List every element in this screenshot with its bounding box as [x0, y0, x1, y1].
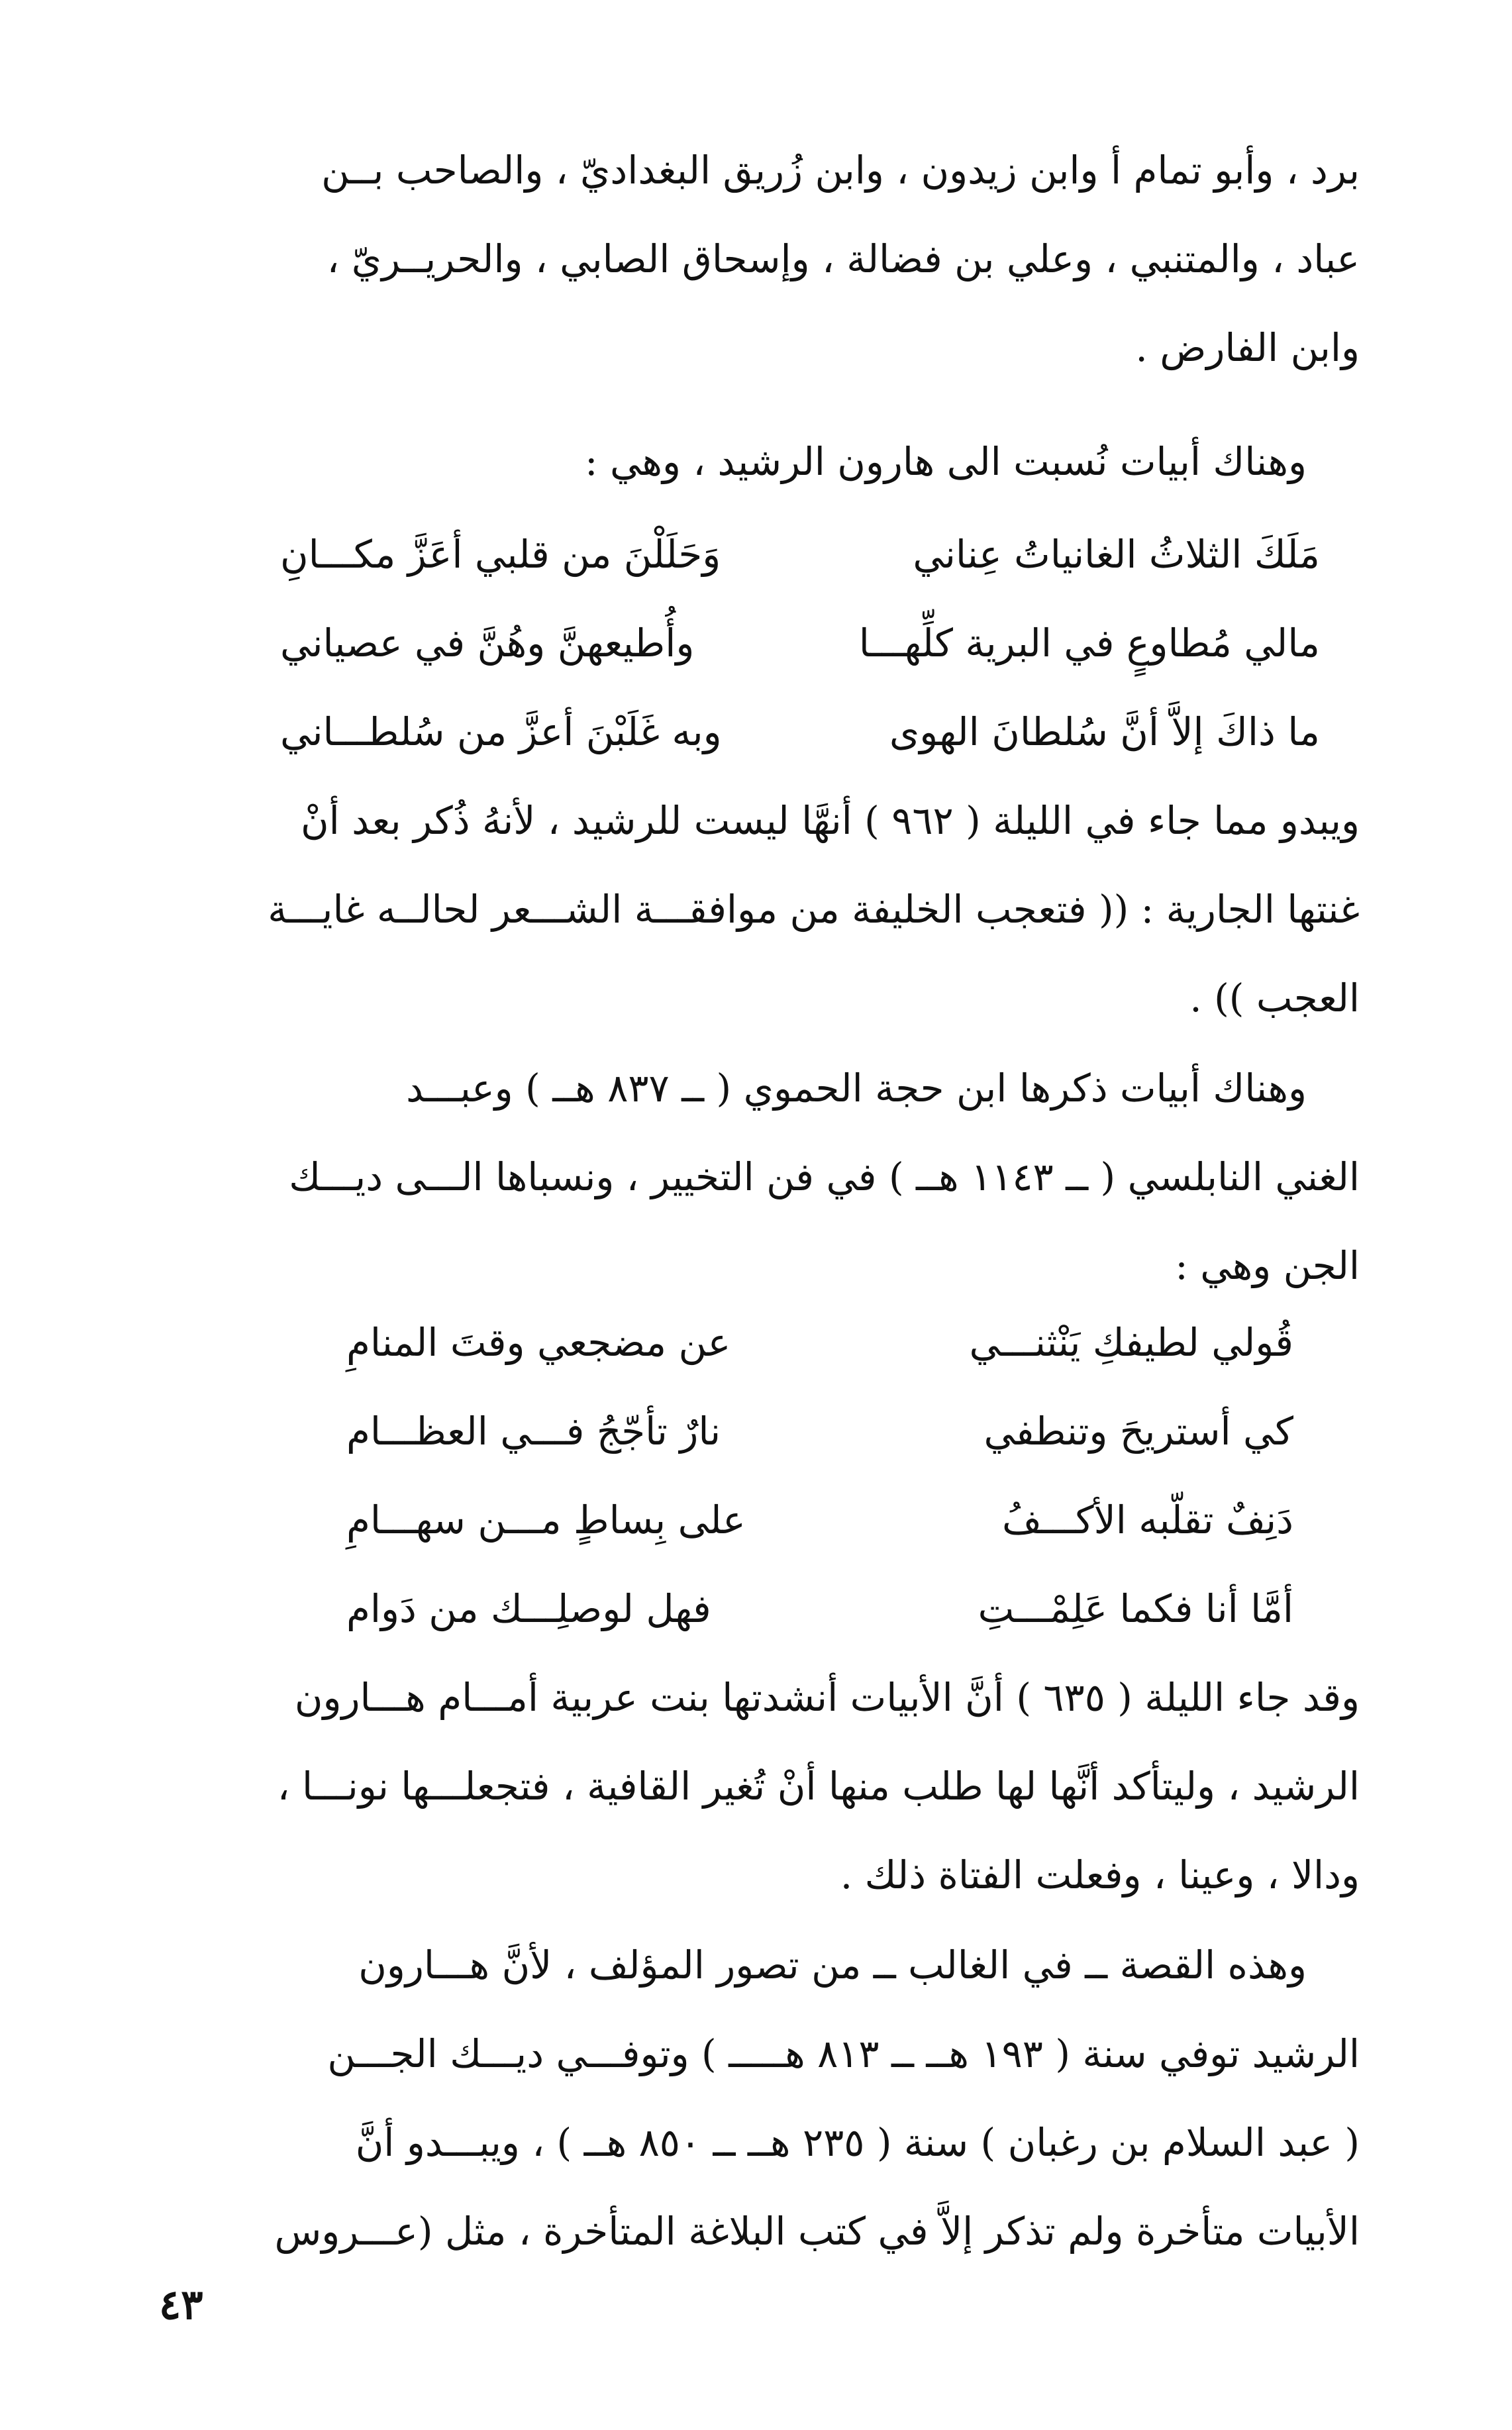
verse-second-hemistich: عن مضجعي وقتَ المنامِ — [346, 1320, 731, 1365]
verse-first-hemistich: مَلَكَ الثلاثُ الغانياتُ عِناني — [913, 532, 1320, 577]
paragraph-story-origin — [154, 1921, 1360, 2276]
poem1-verse-3 — [280, 687, 1320, 776]
verse-second-hemistich: فهل لوصلِـــك من دَوام — [346, 1586, 711, 1631]
text-line: ويبدو مما جاء في الليلة ( ٩٦٢ ) أنهَّا ليست للرشيد ، لأنهُ ذُكر بعد أنْ — [300, 798, 1360, 843]
poem2-verse-4 — [346, 1564, 1293, 1653]
verse-first-hemistich: قُولي لطيفكِ يَنْثنـــي — [969, 1320, 1293, 1365]
poem2-verse-2 — [346, 1387, 1293, 1476]
text-line: الجن وهي : — [1175, 1243, 1360, 1288]
paragraph-poets-list — [154, 126, 1360, 392]
paragraph-night-962 — [154, 776, 1360, 1042]
text-line: وقد جاء الليلة ( ٦٣٥ ) أنَّ الأبيات أنشدتها بنت عربية أمـــام هـــارون — [294, 1675, 1360, 1720]
text-line: الرشيد ، وليتأكد أنَّها لها طلب منها أنْ تُغير القافية ، فتجعلـــها نونـــا ، — [277, 1764, 1360, 1809]
verse-second-hemistich: على بِساطٍ مـــن سهـــامِ — [346, 1497, 746, 1543]
verse-second-hemistich: وبه غَلَبْنَ أعزَّ من سُلطـــاني — [280, 709, 722, 754]
text-line: الأبيات متأخرة ولم تذكر إلاَّ في كتب البلاغة المتأخرة ، مثل (عـــروس — [274, 2209, 1360, 2254]
text-line: العجب )) . — [1189, 976, 1360, 1021]
paragraph-night-635 — [154, 1653, 1360, 1919]
text-line: الرشيد توفي سنة ( ١٩٣ هــ ــ ٨١٣ هـــــ ) وتوفـــي ديـــك الجـــن — [327, 2031, 1360, 2076]
text-line: ودالا ، وعينا ، وفعلت الفتاة ذلك . — [840, 1852, 1360, 1898]
verse-second-hemistich: وَحَلَلْنَ من قلبي أعَزَّ مكـــانِ — [280, 532, 721, 577]
text-line: عباد ، والمتنبي ، وعلي بن فضالة ، وإسحاق الصابي ، والحريــريّ ، — [327, 236, 1360, 281]
poem1-verse-1 — [280, 510, 1320, 599]
text-line: وهذه القصة ــ في الغالب ــ من تصور المؤلف ، لأنَّ هـــارون — [358, 1943, 1307, 1988]
text-line: وهناك أبيات ذكرها ابن حجة الحموي ( ــ ٨٣٧ هــ ) وعبـــد — [406, 1066, 1307, 1111]
text-line: وابن الفارض . — [1135, 325, 1360, 370]
verse-first-hemistich: أمَّا أنا فكما عَلِمْـــتِ — [978, 1586, 1293, 1631]
poem2-verse-1 — [346, 1298, 1293, 1387]
text-line: برد ، وأبو تمام أ وابن زيدون ، وابن زُريق البغداديّ ، والصاحب بــن — [321, 148, 1360, 193]
paragraph-harun-intro — [154, 417, 1307, 506]
paragraph-hamawi — [154, 1044, 1360, 1310]
verse-first-hemistich: ما ذاكَ إلاَّ أنَّ سُلطانَ الهوى — [889, 709, 1320, 754]
text-line: الغني النابلسي ( ــ ١١٤٣ هــ ) في فن التخيير ، ونسباها الـــى ديـــك — [289, 1154, 1360, 1199]
verse-second-hemistich: وأُطيعهنَّ وهُنَّ في عصياني — [280, 621, 695, 666]
verse-second-hemistich: نارٌ تأجّجُ فـــي العظـــام — [346, 1409, 721, 1454]
verse-first-hemistich: كي أستريحَ وتنطفي — [983, 1409, 1293, 1454]
text-line: غنتها الجارية : (( فتعجب الخليفة من موافقـــة الشـــعر لحالــه غايـــة — [268, 887, 1360, 932]
text-line: وهناك أبيات نُسبت الى هارون الرشيد ، وهي : — [585, 439, 1307, 484]
poem1-verse-2 — [280, 599, 1320, 687]
text-line: ( عبد السلام بن رغبان ) سنة ( ٢٣٥ هــ ــ ٨٥٠ هــ ) ، ويبـــدو أنَّ — [355, 2120, 1360, 2165]
page-number: ٤٣ — [159, 2280, 203, 2329]
verse-first-hemistich: مالي مُطاوعٍ في البرية كلِّهـــا — [858, 621, 1320, 666]
poem2-verse-3 — [346, 1476, 1293, 1564]
verse-first-hemistich: دَنِفٌ تقلّبه الأكـــفُ — [1002, 1497, 1293, 1543]
